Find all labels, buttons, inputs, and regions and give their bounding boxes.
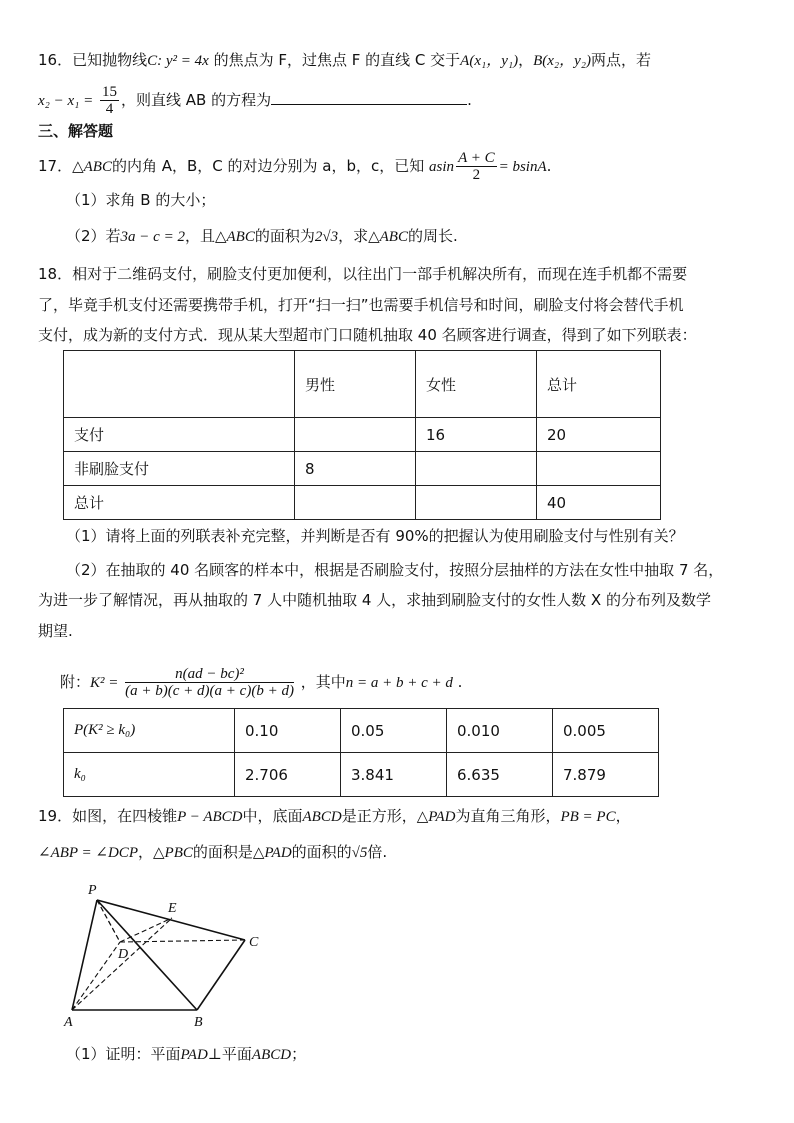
table-cell <box>416 452 537 486</box>
table-row <box>64 486 661 520</box>
q17-part2-text: ，且 <box>184 227 215 245</box>
table-cell: 0.005 <box>553 709 659 753</box>
equation: 3a − c = 2 <box>120 229 185 245</box>
point-a: A(x₁，y₁) <box>460 53 519 69</box>
q19-text: ， <box>615 807 631 825</box>
table-cell: 0.010 <box>447 709 553 753</box>
q16-number: 16． <box>38 51 73 69</box>
q17-part2-text: 的面积为 <box>254 227 315 245</box>
parabola-equation: y² = 4x <box>165 53 209 69</box>
table-cell: 20 <box>537 418 661 452</box>
edge-pa <box>72 900 97 1010</box>
table-cell: 3.841 <box>341 753 447 797</box>
equation: PB = PC <box>560 809 616 825</box>
table-row <box>64 452 661 486</box>
triangle-abc: △ABC <box>214 229 255 245</box>
table-cell <box>295 418 416 452</box>
table-row <box>64 709 659 753</box>
q19-part1-text: ； <box>291 1045 307 1063</box>
base-name: ABCD <box>302 809 342 825</box>
table-row <box>64 753 659 797</box>
q17-number: 17． <box>38 157 73 175</box>
q18-line2: 了，毕竟手机支付还需要携带手机，打开“扫一扫”也需要手机信号和时间，刷脸支付将会替代手机 <box>38 296 684 314</box>
q18-part1: （1）请将上面的列联表补充完整，并判断是否有 90%的把握认为使用刷脸支付与性别有关？ <box>66 527 684 545</box>
table-header-male: 男性 <box>295 351 416 418</box>
table-cell: 40 <box>537 486 661 520</box>
table-cell: 0.05 <box>341 709 447 753</box>
q16-text: 的焦点为 F，过焦点 F 的直线 C 交于 <box>213 51 461 69</box>
table-cell <box>64 351 295 418</box>
table-cell <box>537 452 661 486</box>
q16-text: 已知抛物线 <box>72 51 148 69</box>
table-header-total: 总计 <box>537 351 661 418</box>
q17-part2-text: 的周长. <box>407 227 458 245</box>
period: . <box>457 673 463 691</box>
pyramid-figure <box>62 880 282 1030</box>
table-header-female: 女性 <box>416 351 537 418</box>
q16-line1: 16．已知抛物线C: y² = 4x 的焦点为 F，过焦点 F 的直线 C 交于A(x₁，y₁)，B(x₂，y₂)两点，若 <box>38 51 652 69</box>
fraction-denominator: 4 <box>105 101 114 117</box>
appendix-label: 附： <box>60 673 91 691</box>
condition-lhs: x₂ − x₁ = <box>38 93 94 109</box>
separator: ， <box>518 51 534 69</box>
q18-part2-line1: （2）在抽取的 40 名顾客的样本中，根据是否刷脸支付，按照分层抽样的方法在女性中抽取 7 名， <box>66 561 724 579</box>
expr-prefix: asin <box>429 159 455 175</box>
label-a: A <box>64 1015 73 1030</box>
pyramid-name: P − ABCD <box>177 809 243 825</box>
table-cell <box>295 486 416 520</box>
q17-part1: （1）求角 B 的大小； <box>66 191 216 209</box>
table-cell: 8 <box>295 452 416 486</box>
q19-part1-text: （1）证明：平面 <box>66 1045 181 1063</box>
q16-text: 两点，若 <box>591 51 652 69</box>
label-c: C <box>249 935 259 950</box>
table-cell: 2.706 <box>235 753 341 797</box>
q19-text: 19．如图，在四棱锥 <box>38 807 178 825</box>
q16-text: ，则直线 AB 的方程为 <box>121 91 272 109</box>
edge-pb <box>97 900 197 1010</box>
area-value: 2√3 <box>314 229 339 245</box>
table-cell: k₀ <box>64 753 235 797</box>
q16-line2 <box>38 84 472 117</box>
q19-text: 的面积是 <box>192 843 253 861</box>
fraction-denominator: (a + b)(c + d)(a + c)(b + d) <box>125 683 294 699</box>
appendix-text: ，其中 <box>300 673 346 691</box>
appendix-formula <box>60 666 462 699</box>
q19-text: 是正方形， <box>341 807 417 825</box>
line-ae-hidden <box>72 918 172 1010</box>
edge-dc-hidden <box>120 940 245 942</box>
table-cell: 16 <box>416 418 537 452</box>
triangle-pad: △PAD <box>416 809 456 825</box>
table-cell: 支付 <box>64 418 295 452</box>
section-heading: 三、解答题 <box>38 122 114 140</box>
line-de-hidden <box>120 918 172 942</box>
q19-text: 倍. <box>367 843 388 861</box>
plane-abcd: ABCD <box>251 1047 292 1063</box>
q17-part2 <box>66 226 458 247</box>
table-row <box>64 418 661 452</box>
table-cell: 总计 <box>64 486 295 520</box>
table-cell: 7.879 <box>553 753 659 797</box>
point-b: B(x₂，y₂) <box>533 53 591 69</box>
period: . <box>467 91 472 109</box>
critical-value-table <box>63 708 659 797</box>
k2-lhs: K² = <box>90 675 119 691</box>
fraction-denominator: 2 <box>472 167 481 183</box>
q19-text: 中，底面 <box>242 807 303 825</box>
q17-part2-text: （2）若 <box>66 227 121 245</box>
q19-text: 为直角三角形， <box>455 807 561 825</box>
q18-part2-line3: 期望. <box>38 622 73 640</box>
period: . <box>546 157 552 175</box>
q19-line2 <box>38 842 387 863</box>
q18-line1: 18．相对于二维码支付，刷脸支付更加便利，以往出门一部手机解决所有，而现在连手机都不需要 <box>38 265 688 283</box>
angle-equation: ∠ABP = ∠DCP <box>38 845 138 861</box>
edge-bc <box>197 940 245 1010</box>
fraction-15-4 <box>100 84 119 117</box>
n-definition: n = a + b + c + d <box>345 675 453 691</box>
q19-line1 <box>38 806 631 827</box>
q19-part1 <box>66 1044 306 1065</box>
q17-part2-text: ，求 <box>338 227 369 245</box>
label-p: P <box>88 883 97 898</box>
k2-fraction <box>125 666 294 699</box>
sqrt-5: √5 <box>351 845 368 861</box>
perp-symbol: ⊥ <box>207 1047 222 1063</box>
q17-line1 <box>38 150 551 183</box>
curve-label: C <box>147 53 158 69</box>
table-header-row <box>64 351 661 418</box>
table-cell <box>416 486 537 520</box>
label-e: E <box>168 901 177 916</box>
contingency-table <box>63 350 661 520</box>
label-b: B <box>194 1015 203 1030</box>
fraction-numerator: A + C <box>458 150 495 166</box>
q19-part1-text: 平面 <box>221 1045 252 1063</box>
table-cell: 非刷脸支付 <box>64 452 295 486</box>
q18-line3: 支付，成为新的支付方式．现从某大型超市门口随机抽取 40 名顾客进行调查，得到了如下列联表： <box>38 326 697 344</box>
q17-text: 的内角 A，B，C 的对边分别为 a，b，c，已知 <box>111 157 425 175</box>
table-cell: 0.10 <box>235 709 341 753</box>
table-cell: P(K² ≥ k₀) <box>64 709 235 753</box>
answer-blank[interactable] <box>271 90 467 105</box>
table-cell: 6.635 <box>447 753 553 797</box>
triangle-pbc: △PBC <box>153 845 193 861</box>
triangle-abc: △ABC <box>368 229 408 245</box>
expr-suffix: = bsinA <box>498 159 547 175</box>
q19-text: 的面积的 <box>291 843 352 861</box>
fraction-numerator: 15 <box>102 84 118 100</box>
fraction-a-plus-c <box>456 150 497 183</box>
fraction-numerator: n(ad − bc)² <box>125 666 294 683</box>
plane-pad: PAD <box>180 1047 208 1063</box>
q18-part2-line2: 为进一步了解情况，再从抽取的 7 人中随机抽取 4 人，求抽到刷脸支付的女性人数 X 的分布列及数学 <box>38 591 711 609</box>
q19-text: ， <box>137 843 153 861</box>
label-d: D <box>118 947 129 962</box>
triangle-abc: △ABC <box>72 159 112 175</box>
triangle-pad: △PAD <box>252 845 292 861</box>
